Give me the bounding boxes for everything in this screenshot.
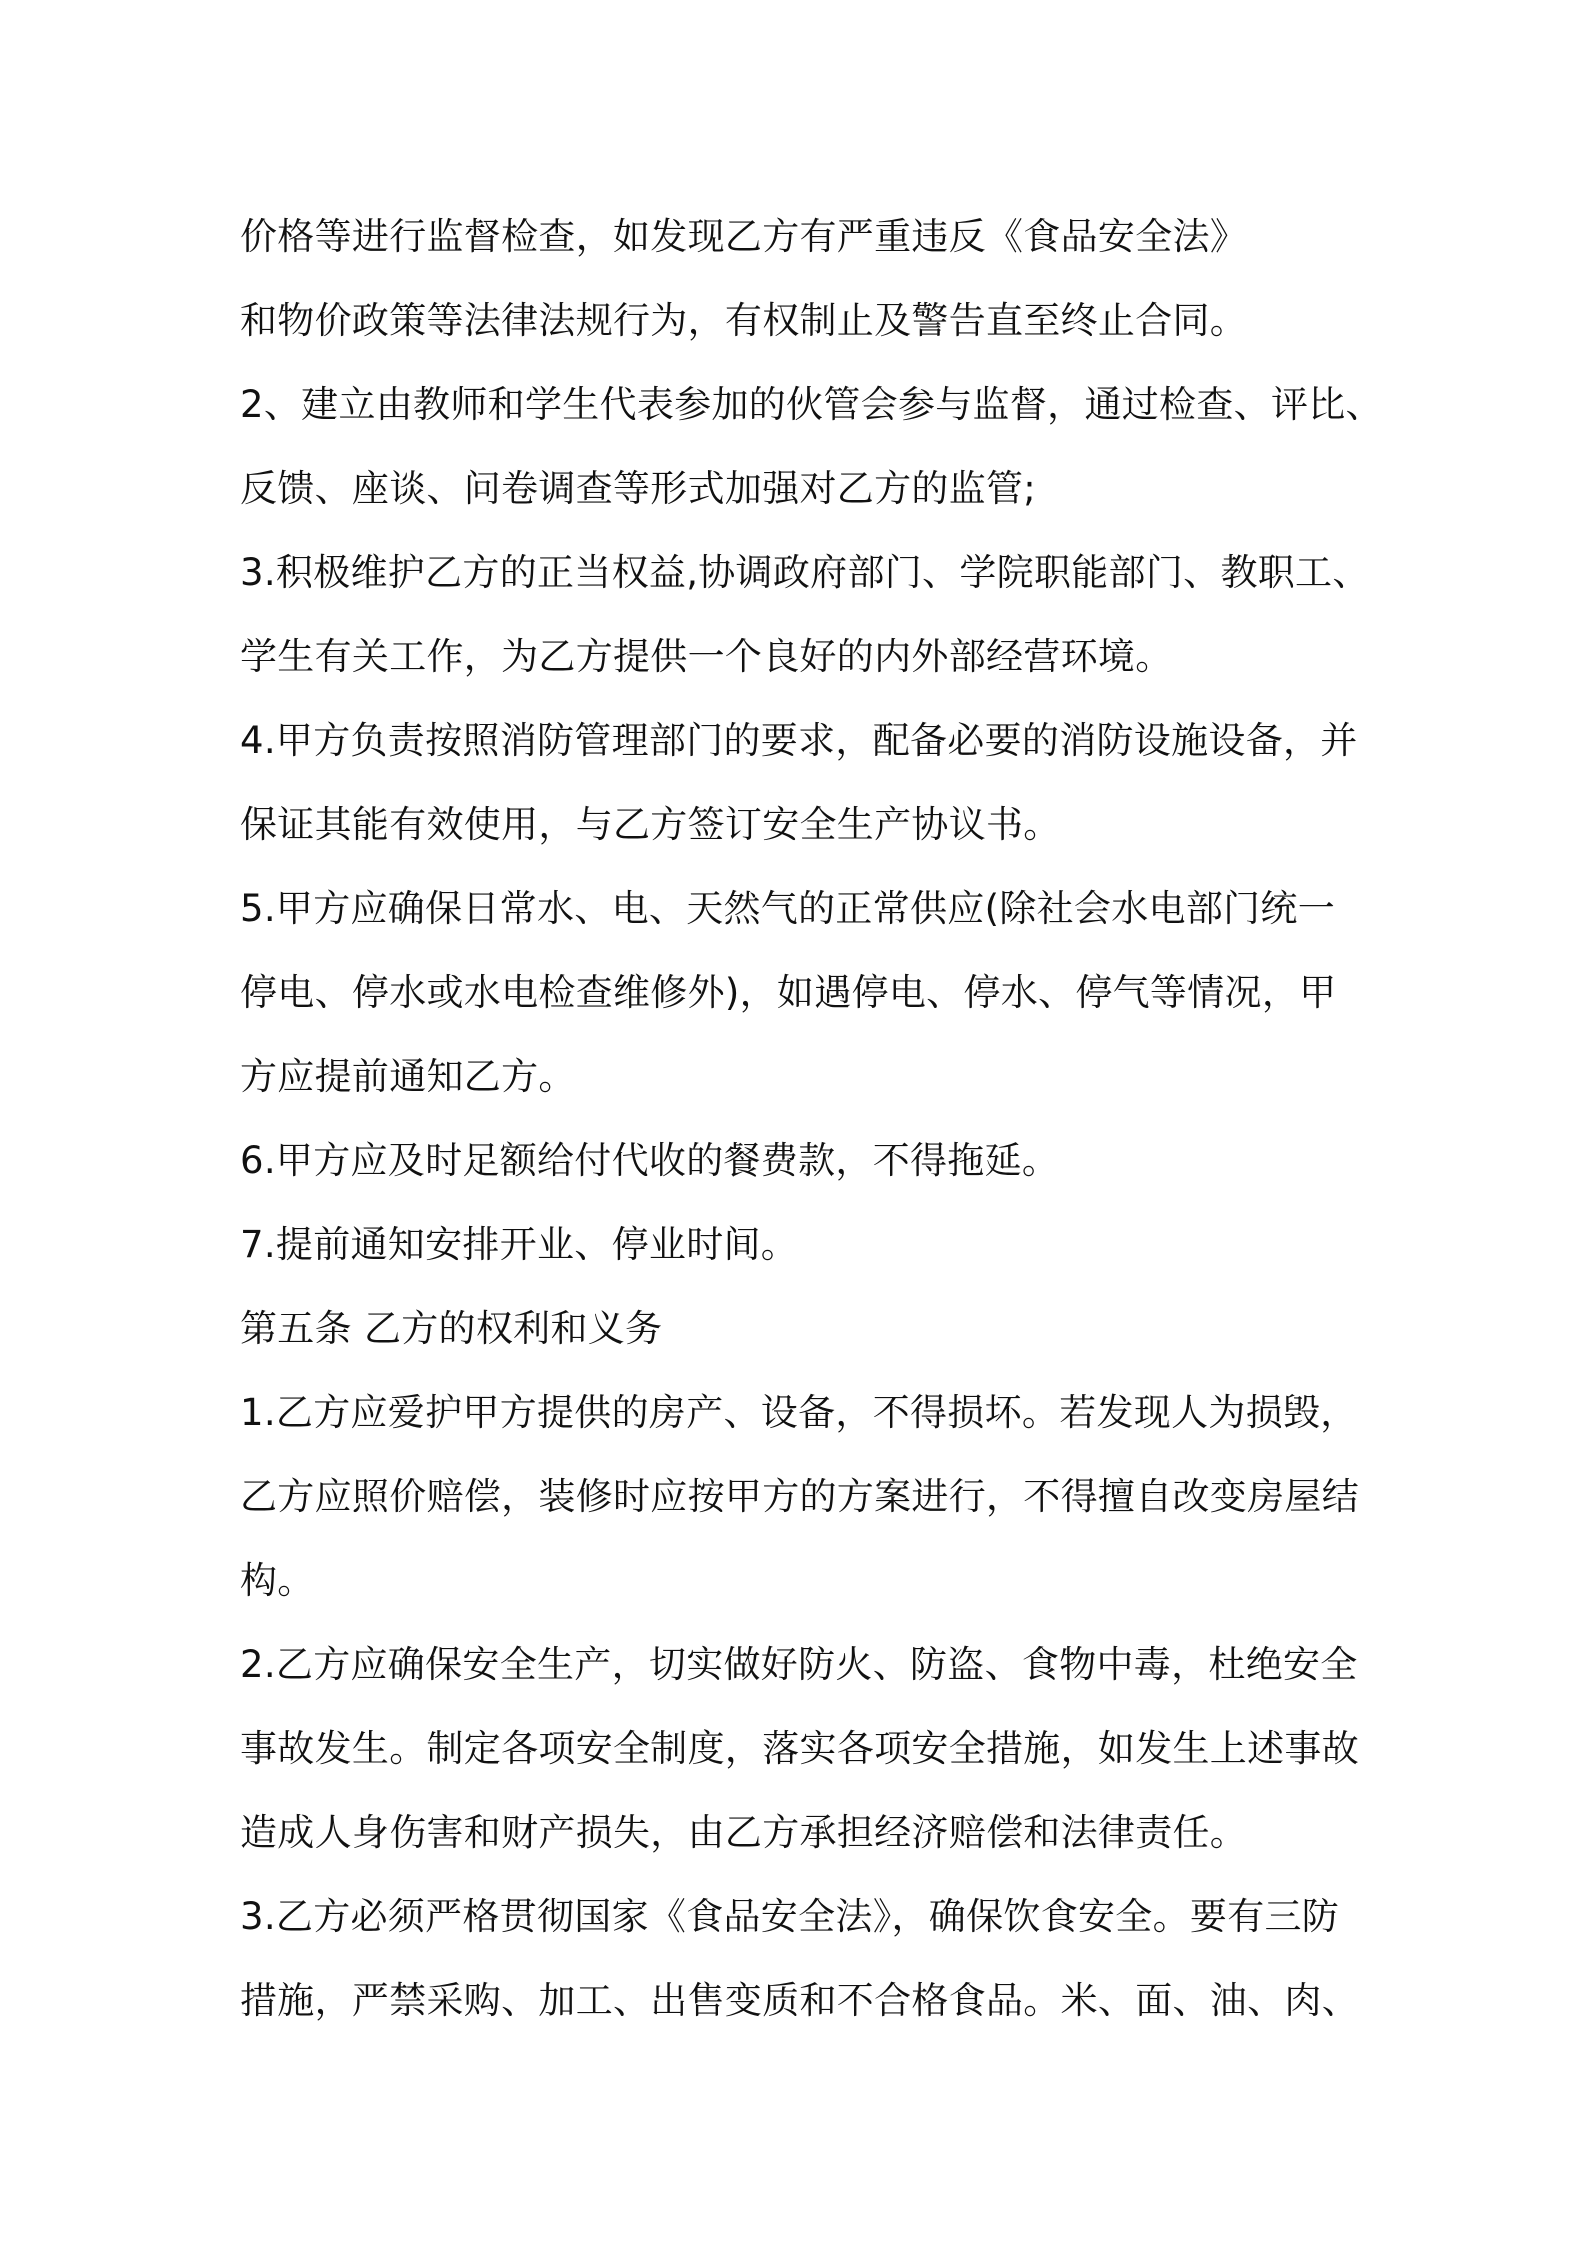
text-line: 乙方应照价赔偿，装修时应按甲方的方案进行，不得擅自改变房屋结 <box>240 1475 1359 1518</box>
text-line: 7.提前通知安排开业、停业时间。 <box>240 1223 799 1266</box>
section-heading: 第五条 乙方的权利和义务 <box>240 1307 663 1350</box>
text-line: 方应提前通知乙方。 <box>240 1055 576 1098</box>
text-line: 6.甲方应及时足额给付代收的餐费款，不得拖延。 <box>240 1139 1060 1182</box>
text-line: 3.乙方必须严格贯彻国家《食品安全法》，确保饮食安全。要有三防 <box>240 1895 1340 1938</box>
text-line: 造成人身伤害和财产损失，由乙方承担经济赔偿和法律责任。 <box>240 1811 1248 1854</box>
text-line: 2.乙方应确保安全生产，切实做好防火、防盗、食物中毒，杜绝安全 <box>240 1643 1358 1686</box>
text-line: 5.甲方应确保日常水、电、天然气的正常供应(除社会水电部门统一 <box>240 887 1336 930</box>
text-line: 构。 <box>240 1559 315 1602</box>
text-line: 和物价政策等法律法规行为，有权制止及警告直至终止合同。 <box>240 299 1248 342</box>
text-line: 3.积极维护乙方的正当权益,协调政府部门、学院职能部门、教职工、 <box>240 551 1370 594</box>
text-line: 措施，严禁采购、加工、出售变质和不合格食品。米、面、油、肉、 <box>240 1979 1359 2022</box>
text-line: 4.甲方负责按照消防管理部门的要求，配备必要的消防设施设备，并 <box>240 719 1358 762</box>
text-line: 保证其能有效使用，与乙方签订安全生产协议书。 <box>240 803 1061 846</box>
text-line: 停电、停水或水电检查维修外)，如遇停电、停水、停气等情况，甲 <box>240 971 1337 1014</box>
text-line: 反馈、座谈、问卷调查等形式加强对乙方的监管; <box>240 467 1037 510</box>
text-line: 2、建立由教师和学生代表参加的伙管会参与监督，通过检查、评比、 <box>240 383 1383 426</box>
document-body <box>240 195 1383 2043</box>
text-line: 1.乙方应爱护甲方提供的房产、设备，不得损坏。若发现人为损毁， <box>240 1391 1358 1434</box>
text-line: 价格等进行监督检查，如发现乙方有严重违反《食品安全法》 <box>240 215 1248 258</box>
text-line: 事故发生。制定各项安全制度，落实各项安全措施，如发生上述事故 <box>240 1727 1359 1770</box>
text-line: 学生有关工作，为乙方提供一个良好的内外部经营环境。 <box>240 635 1173 678</box>
